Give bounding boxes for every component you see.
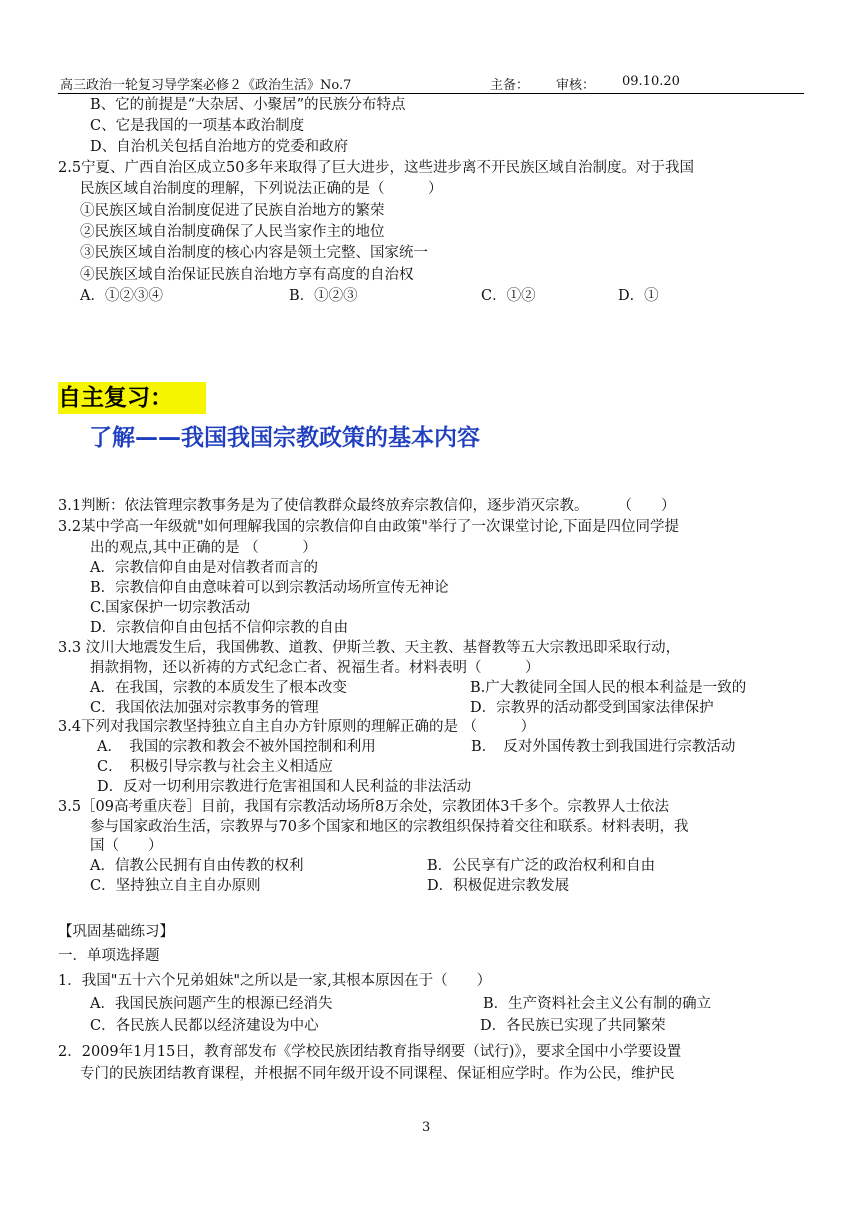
question-2-5-stem-1: 2.5宁夏、广西自治区成立50多年来取得了巨大进步，这些进步离不开民族区域自治制度。对于我国	[58, 160, 695, 176]
practice-q1-option-a: A．我国民族问题产生的根源已经消失	[90, 996, 333, 1012]
answer-d: D．①	[618, 288, 659, 304]
question-3-5-option-c: C．坚持独立自主自办原则	[90, 878, 261, 894]
question-3-4-option-d: D．反对一切利用宗教进行危害祖国和人民利益的非法活动	[97, 779, 472, 795]
question-3-3-stem-2: 捐款捐物，还以祈祷的方式纪念亡者、祝福生者。材料表明（ ）	[90, 660, 540, 676]
section-title: 自主复习：	[58, 385, 173, 411]
practice-q1-option-d: D．各民族已实现了共同繁荣	[480, 1018, 666, 1034]
header-author-label: 主备：	[490, 78, 530, 93]
practice-q1-stem: 1．我国"五十六个兄弟姐妹"之所以是一家,其根本原因在于（ ）	[58, 973, 492, 989]
question-3-4-option-c: C． 积极引导宗教与社会主义相适应	[97, 759, 333, 775]
question-3-2-option-a: A．宗教信仰自由是对信教者而言的	[90, 560, 318, 576]
question-3-3-option-d: D．宗教界的活动都受到国家法律保护	[470, 700, 714, 716]
answer-b: B．①②③	[289, 288, 358, 304]
question-3-3-option-a: A．在我国，宗教的本质发生了根本改变	[90, 680, 347, 696]
header-reviewer-label: 审核：	[556, 78, 596, 93]
question-3-1: 3.1判断：依法管理宗教事务是为了使信教群众最终放弃宗教信仰，逐步消灭宗教。 （ ）	[58, 498, 676, 514]
option-d: D、自治机关包括自治地方的党委和政府	[90, 139, 349, 155]
practice-q2-stem-1: 2．2009年1月15日，教育部发布《学校民族团结教育指导纲要（试行)》，要求全国中小学要设置	[58, 1044, 682, 1060]
option-b: B、它的前提是“大杂居、小聚居”的民族分布特点	[90, 97, 406, 113]
question-3-5-option-d: D．积极促进宗教发展	[427, 878, 570, 894]
statement-3: ③民族区域自治制度的核心内容是领土完整、国家统一	[80, 245, 428, 261]
question-3-5-stem-2: 参与国家政治生活，宗教界与70多个国家和地区的宗教组织保持着交往和联系。材料表明，我	[90, 819, 689, 835]
header-date: 09.10.20	[622, 74, 680, 89]
question-3-2-option-d: D．宗教信仰自由包括不信仰宗教的自由	[90, 620, 349, 636]
question-3-3-stem-1: 3.3 汶川大地震发生后，我国佛教、道教、伊斯兰教、天主教、基督教等五大宗教迅即采取行动，	[58, 640, 681, 656]
practice-q2-stem-2: 专门的民族团结教育课程，并根据不同年级开设不同课程、保证相应学时。作为公民，维护民	[80, 1066, 675, 1082]
question-3-5-stem-1: 3.5［09高考重庆卷］目前，我国有宗教活动场所8万余处，宗教团体3千多个。宗教界人士依法	[58, 799, 669, 815]
question-3-5-option-a: A．信教公民拥有自由传教的权利	[90, 858, 304, 874]
question-3-4-option-a: A． 我国的宗教和教会不被外国控制和利用	[97, 739, 376, 755]
practice-q1-option-c: C．各民族人民都以经济建设为中心	[90, 1018, 319, 1034]
answer-a: A．①②③④	[80, 288, 163, 304]
question-3-3-option-c: C．我国依法加强对宗教事务的管理	[90, 700, 319, 716]
statement-4: ④民族区域自治保证民族自治地方享有高度的自治权	[80, 267, 414, 283]
question-3-2-stem-2: 出的观点,其中正确的是 （ ）	[90, 540, 317, 556]
practice-subheading: 一．单项选择题	[58, 948, 160, 964]
practice-q1-option-b: B．生产资料社会主义公有制的确立	[483, 996, 712, 1012]
question-3-2-option-b: B．宗教信仰自由意味着可以到宗教活动场所宣传无神论	[90, 580, 449, 596]
option-c: C、它是我国的一项基本政治制度	[90, 118, 305, 134]
statement-2: ②民族区域自治制度确保了人民当家作主的地位	[80, 224, 385, 240]
question-3-5-stem-3: 国（ ）	[90, 838, 163, 854]
practice-heading: 【巩固基础练习】	[58, 924, 174, 940]
header-title: 高三政治一轮复习导学案必修２《政治生活》No.7	[60, 78, 352, 93]
page-header	[58, 72, 804, 94]
answer-c: C．①②	[481, 288, 536, 304]
question-3-3-option-b: B.广大教徒同全国人民的根本利益是一致的	[470, 680, 747, 696]
question-2-5-stem-2: 民族区域自治制度的理解，下列说法正确的是（ ）	[80, 181, 443, 197]
question-3-4-option-b: B． 反对外国传教士到我国进行宗教活动	[471, 739, 736, 755]
question-3-2-stem-1: 3.2某中学高一年级就"如何理解我国的宗教信仰自由政策"举行了一次课堂讨论,下面是四位同学提	[58, 519, 680, 535]
question-3-4-stem: 3.4下列对我国宗教坚持独立自主自办方针原则的理解正确的是 （ ）	[58, 719, 536, 735]
section-subtitle: 了解——我国我国宗教政策的基本内容	[89, 425, 480, 451]
question-3-2-option-c: C.国家保护一切宗教活动	[90, 600, 251, 616]
statement-1: ①民族区域自治制度促进了民族自治地方的繁荣	[80, 203, 385, 219]
page-number: 3	[422, 1120, 431, 1135]
question-3-5-option-b: B．公民享有广泛的政治权利和自由	[427, 858, 656, 874]
